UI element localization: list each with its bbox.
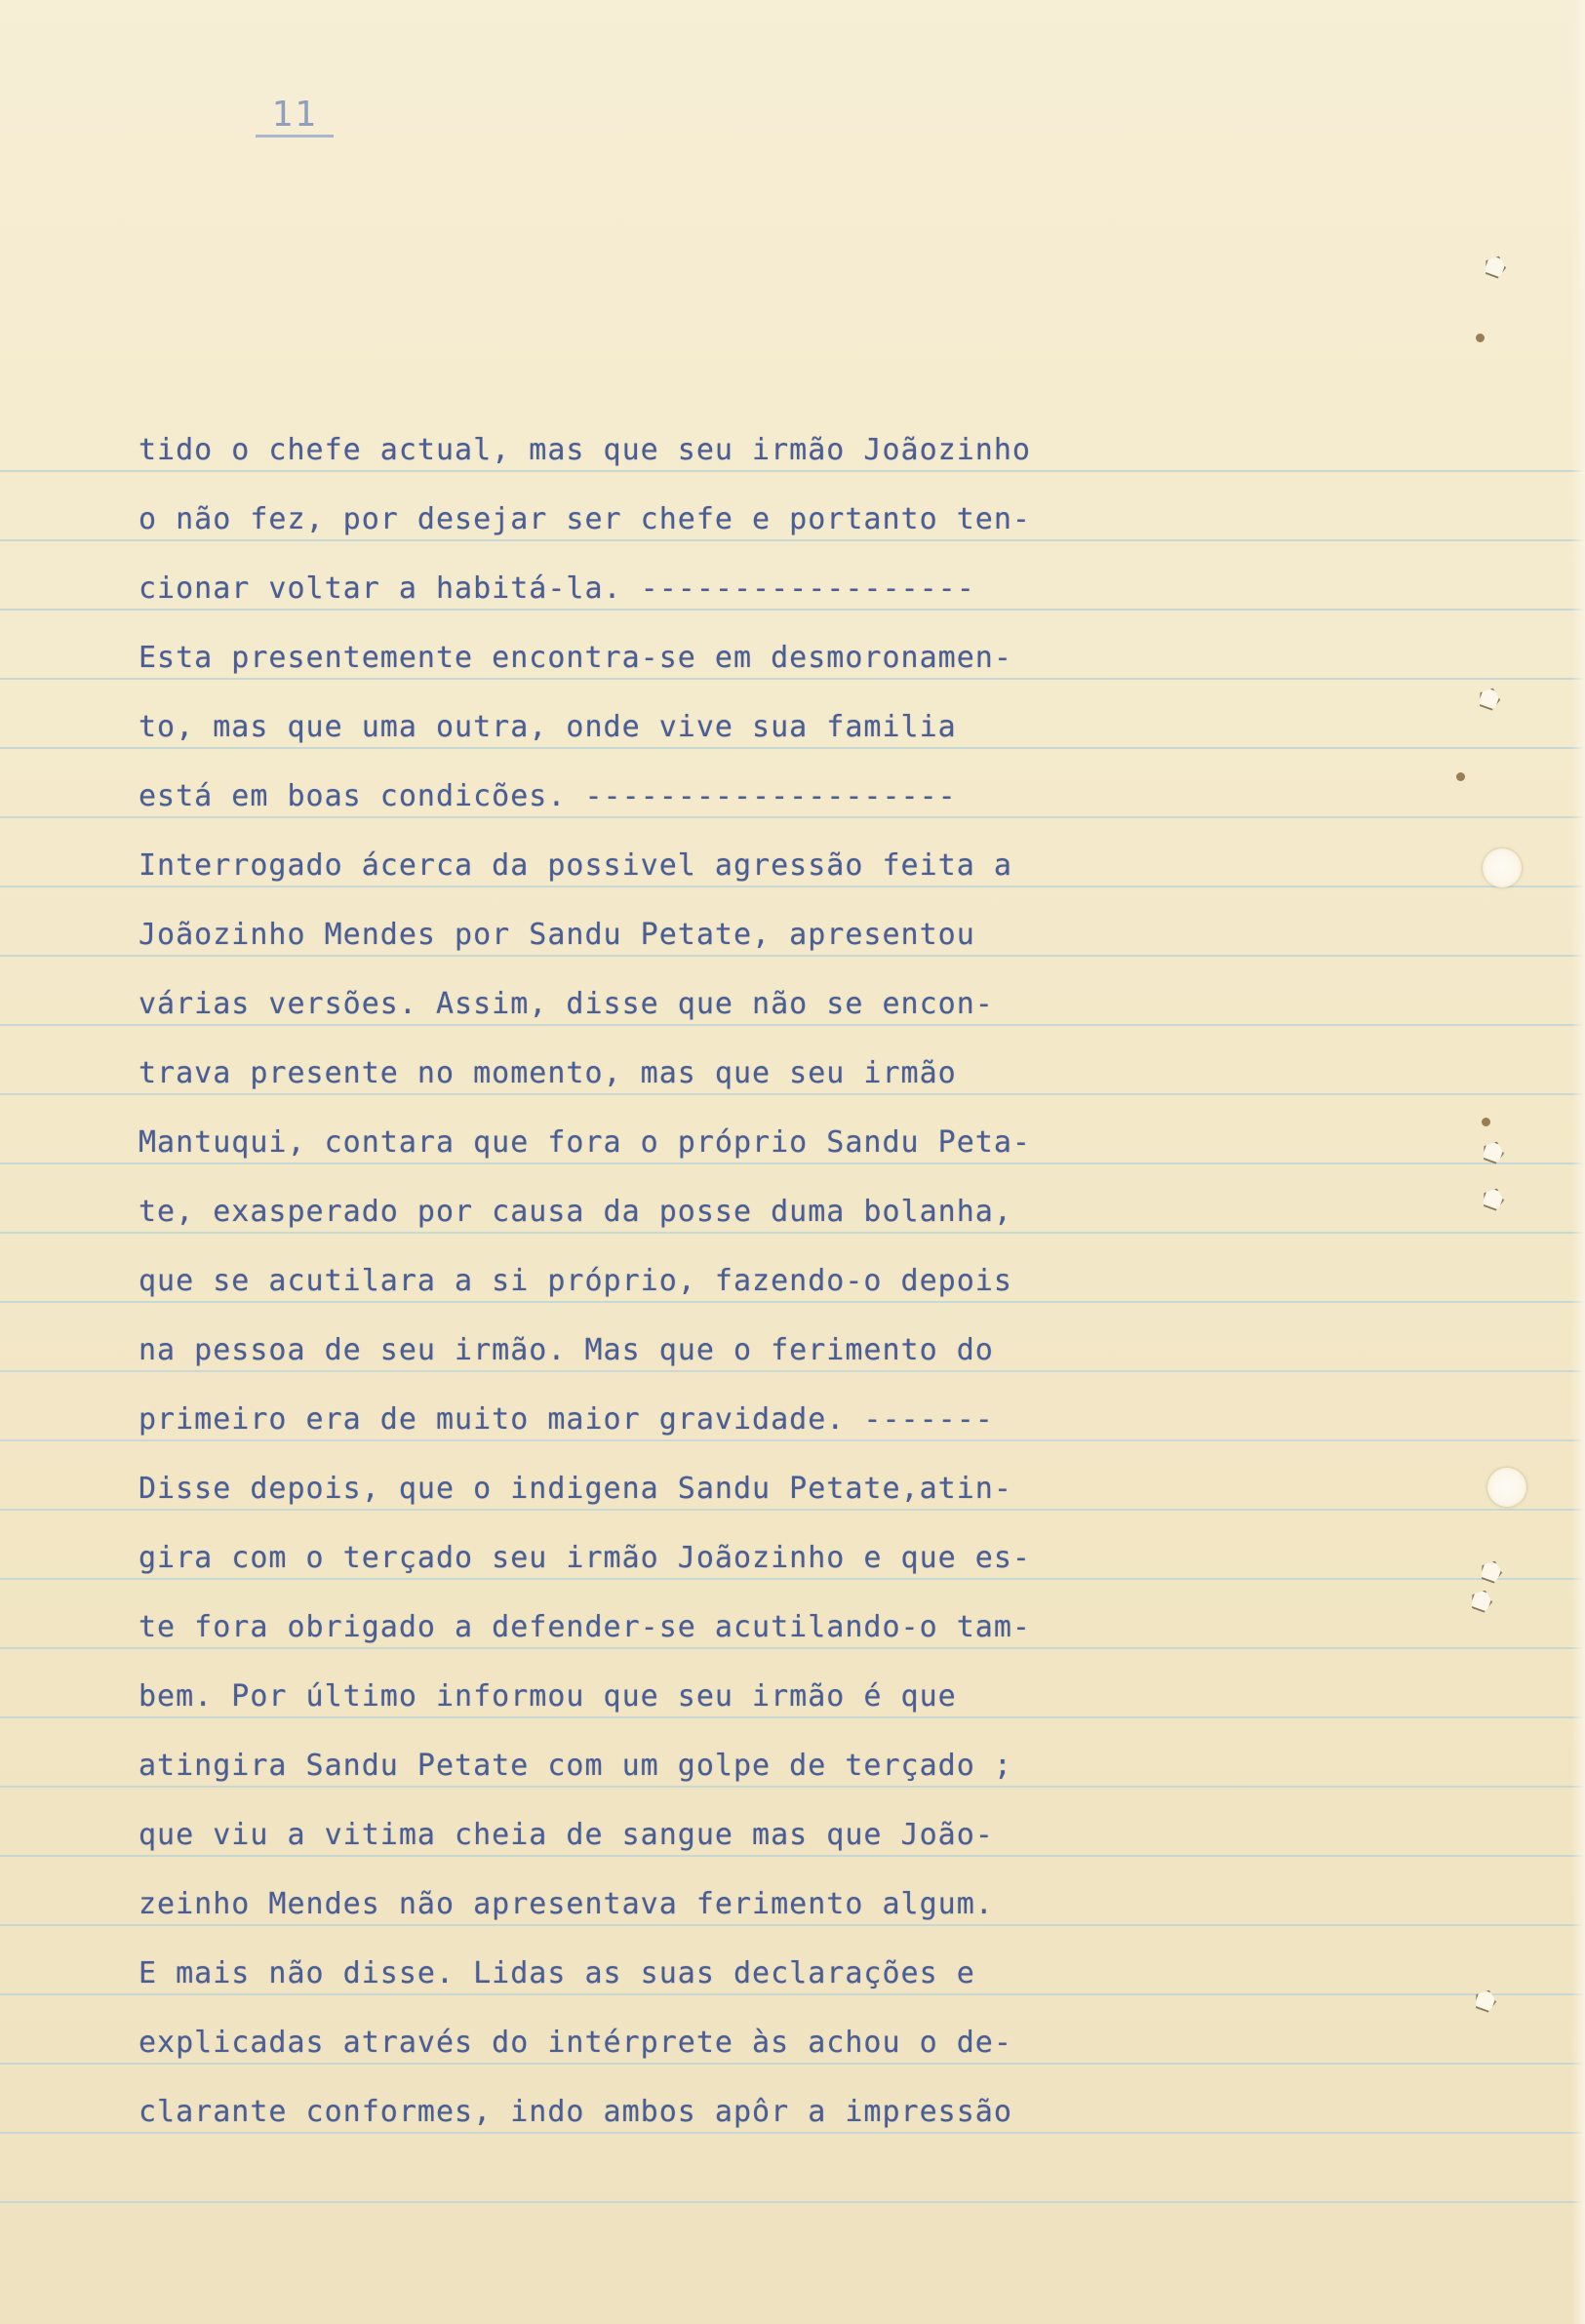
- ruled-line: [0, 886, 1585, 887]
- text-line: zeinho Mendes não apresentava ferimento algum.: [139, 1887, 994, 1921]
- text-line: Esta presentemente encontra-se em desmoronamen-: [139, 641, 1012, 675]
- paper-tear: [1480, 1138, 1507, 1165]
- ruled-line: [0, 1232, 1585, 1234]
- paper-speck: [1456, 772, 1465, 781]
- ruled-line: [0, 816, 1585, 818]
- text-line: na pessoa de seu irmão. Mas que o ferimento do: [139, 1333, 994, 1367]
- text-line: tido o chefe actual, mas que seu irmão Joãozinho: [139, 433, 1031, 467]
- text-line: está em boas condicões. --------------------: [139, 779, 957, 813]
- ruled-line: [0, 1786, 1585, 1788]
- paper-speck: [1476, 334, 1485, 342]
- paper-speck: [1482, 1118, 1490, 1126]
- ruled-line: [0, 609, 1585, 611]
- ruled-line: [0, 1855, 1585, 1857]
- ruled-line: [0, 1370, 1585, 1372]
- text-line: bem. Por último informou que seu irmão é que: [139, 1679, 957, 1713]
- ruled-line: [0, 1716, 1585, 1718]
- ruled-line: [0, 539, 1585, 541]
- text-line: Disse depois, que o indigena Sandu Petate,atin-: [139, 1472, 1012, 1506]
- text-line: gira com o terçado seu irmão Joãozinho e que es-: [139, 1541, 1031, 1575]
- text-line: cionar voltar a habitá-la. ------------------: [139, 571, 975, 606]
- ruled-line: [0, 1647, 1585, 1649]
- text-line: to, mas que uma outra, onde vive sua familia: [139, 710, 957, 744]
- text-line: Interrogado ácerca da possivel agressão feita a: [139, 848, 1012, 883]
- ruled-line: [0, 1024, 1585, 1026]
- text-line: várias versões. Assim, disse que não se encon-: [139, 987, 994, 1021]
- ruled-line: [0, 955, 1585, 957]
- text-line: o não fez, por desejar ser chefe e portanto ten-: [139, 502, 1031, 536]
- ruled-line: [0, 470, 1585, 472]
- text-line: primeiro era de muito maior gravidade. -------: [139, 1402, 994, 1437]
- text-line: E mais não disse. Lidas as suas declarações e: [139, 1956, 975, 1990]
- ruled-line: [0, 1162, 1585, 1164]
- text-line: atingira Sandu Petate com um golpe de terçado ;: [139, 1749, 1012, 1783]
- text-line: Mantuqui, contara que fora o próprio Sandu Peta-: [139, 1125, 1031, 1160]
- ruled-line: [0, 678, 1585, 680]
- paper-tear: [1468, 1587, 1495, 1614]
- punch-hole: [1487, 1468, 1526, 1507]
- paper-tear: [1482, 253, 1509, 280]
- punch-hole: [1483, 848, 1522, 887]
- ruled-line: [0, 2132, 1585, 2134]
- paper-tear: [1480, 1185, 1507, 1212]
- ruled-line: [0, 1301, 1585, 1303]
- text-line: que viu a vitima cheia de sangue mas que João-: [139, 1818, 994, 1852]
- ruled-line: [0, 1993, 1585, 1995]
- ruled-line: [0, 1439, 1585, 1441]
- ruled-line: [0, 2201, 1585, 2203]
- ruled-line: [0, 1578, 1585, 1580]
- ruled-line: [0, 1093, 1585, 1095]
- page-number: 11: [256, 96, 334, 138]
- paper-tear: [1472, 1987, 1499, 2014]
- ruled-line: [0, 2063, 1585, 2065]
- text-line: que se acutilara a si próprio, fazendo-o depois: [139, 1264, 1012, 1298]
- text-line: clarante conformes, indo ambos apôr a impressão: [139, 2095, 1012, 2129]
- text-line: explicadas através do intérprete às achou o de-: [139, 2026, 1012, 2060]
- ruled-line: [0, 1509, 1585, 1511]
- page-edge: [1571, 0, 1585, 2324]
- text-line: trava presente no momento, mas que seu irmão: [139, 1056, 957, 1090]
- text-line: te fora obrigado a defender-se acutilando-o tam-: [139, 1610, 1031, 1644]
- paper-tear: [1478, 1557, 1505, 1585]
- text-line: te, exasperado por causa da posse duma bolanha,: [139, 1195, 1012, 1229]
- ruled-line: [0, 1924, 1585, 1926]
- paper-tear: [1476, 685, 1503, 712]
- ruled-line: [0, 747, 1585, 749]
- text-line: Joãozinho Mendes por Sandu Petate, apresentou: [139, 918, 975, 952]
